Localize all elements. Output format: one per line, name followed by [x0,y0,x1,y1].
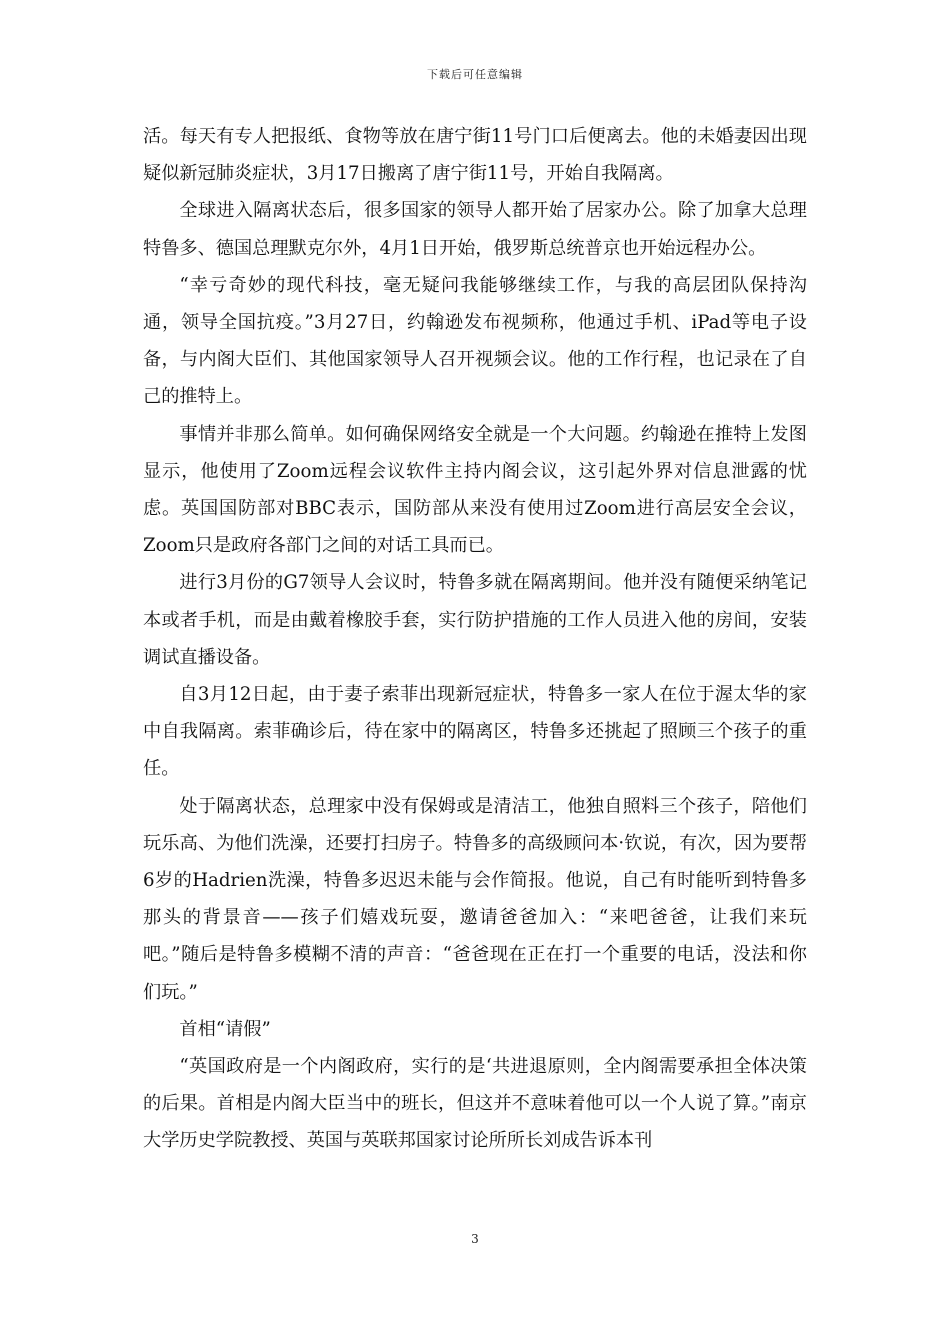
paragraph-2: 全球进入隔离状态后，很多国家的领导人都开始了居家办公。除了加拿大总理特鲁多、德国总理默克尔外，4月1日开始，俄罗斯总统普京也开始远程办公。 [143,200,807,259]
paragraph-5: 进行3月份的G7领导人会议时，特鲁多就在隔离期间。他并没有随便采纳笔记本或者手机，而是由戴着橡胶手套，实行防护措施的工作人员进入他的房间，安装调试直播设备。 [143,572,807,668]
paragraph-6: 自3月12日起，由于妻子索菲出现新冠症状，特鲁多一家人在位于渥太华的家中自我隔离。索菲确诊后，待在家中的隔离区，特鲁多还挑起了照顾三个孩子的重任。 [143,684,807,780]
paragraph-4: 事情并非那么简单。如何确保网络安全就是一个大问题。约翰逊在推特上发图显示，他使用了Zoom远程会议软件主持内阁会议，这引起外界对信息泄露的忧虑。英国国防部对BBC表示，国防部从来没有使用过Zoom进行高层安全会议，Zoom只是政府各部门之间的对话工具而已。 [143,423,807,557]
paragraph-3: “幸亏奇妙的现代科技，毫无疑问我能够继续工作，与我的高层团队保持沟通，领导全国抗疫。”3月27日，约翰逊发布视频称，他通过手机、iPad等电子设备，与内阁大臣们、其他国家领导人召开视频会议。他的工作行程，也记录在了自己的推特上。 [143,274,807,408]
paragraph-8: “英国政府是一个内阁政府，实行的是‘共进退原则，全内阁需要承担全体决策的后果。首相是内阁大臣当中的班长，但这并不意味着他可以一个人说了算。”南京大学历史学院教授、英国与英联邦国家讨论所所长刘成告诉本刊 [143,1056,807,1152]
paragraph-1: 活。每天有专人把报纸、食物等放在唐宁街11号门口后便离去。他的未婚妻因出现疑似新冠肺炎症状，3月17日搬离了唐宁街11号，开始自我隔离。 [143,126,807,185]
paragraph-7: 处于隔离状态，总理家中没有保姆或是清洁工，他独自照料三个孩子，陪他们玩乐高、为他们洗澡，还要打扫房子。特鲁多的高级顾问本·钦说，有次，因为要帮6岁的Hadrien洗澡，特鲁多迟迟未能与会作简报。他说，自己有时能听到特鲁多那头的背景音——孩子们嬉戏玩耍，邀请爸爸加入：“来吧爸爸，让我们来玩吧。”随后是特鲁多模糊不清的声音：“爸爸现在正在打一个重要的电话，没法和你们玩。” [143,795,807,1003]
body-text [143,118,807,1160]
header-note: 下载后可任意编辑 [427,68,523,81]
page-number: 3 [471,1232,479,1246]
section-heading: 首相“请假” [179,1018,271,1040]
